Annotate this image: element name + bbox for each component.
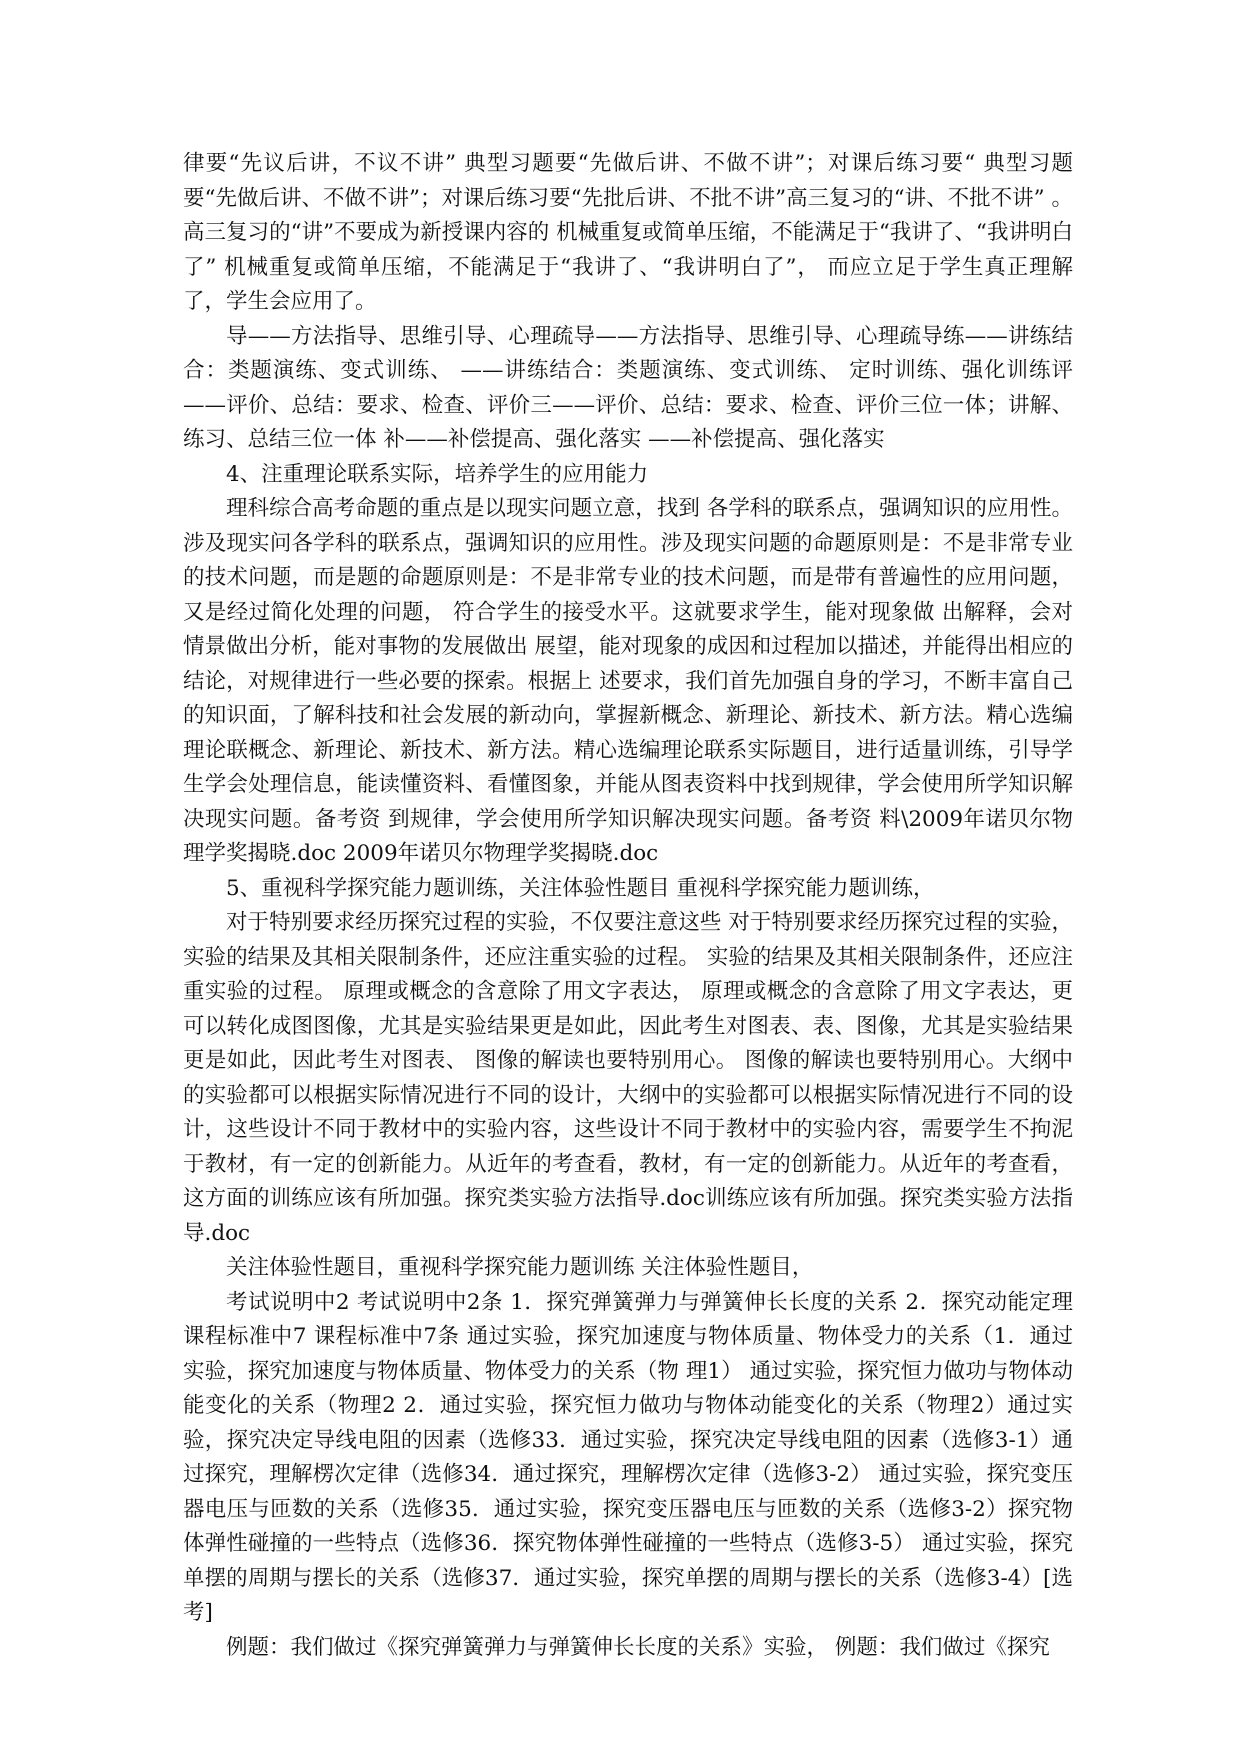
paragraph-experiment-process: 对于特别要求经历探究过程的实验，不仅要注意这些 对于特别要求经历探究过程的实验，实验的结果及其相关限制条件，还应注重实验的过程。 实验的结果及其相关限制条件，还应注重实验的过程。 原理或概念的含意除了用文字表达， 原理或概念的含意除了用文字表达，更可以转化成图图像，尤其是实验结果更是如此，因此考生对图表、表、图像，尤其是实验结果更是如此，因此考生对图表、 图像的解读也要特别用心。 图像的解读也要特别用心。大纲中的实验都可以根据实际情况进行不同的设计，大纲中的实验都可以根据实际情况进行不同的设计，这些设计不同于教材中的实验内容，这些设计不同于教材中的实验内容，需要学生不拘泥于教材，有一定的创新能力。从近年的考查看，教材，有一定的创新能力。从近年的考查看，这方面的训练应该有所加强。探究类实验方法指导.doc训练应该有所加强。探究类实验方法指导.doc: [183, 910, 1073, 1246]
section-heading-4: 4、注重理论联系实际，培养学生的应用能力: [226, 461, 649, 487]
paragraph-lecture-rules: 律要“先议后讲，不议不讲” 典型习题要“先做后讲、不做不讲”；对课后练习要“ 典型习题要“先做后讲、不做不讲”；对课后练习要“先批后讲、不批不讲”高三复习的“讲、不批不讲” 。高三复习的“讲”不要成为新授课内容的 机械重复或简单压缩，不能满足于“我讲了、“我讲明白了” 机械重复或简单压缩，不能满足于“我讲了、“我讲明白了”， 而应立足于学生真正理解了，学生会应用了。: [183, 151, 1073, 314]
paragraph-exam-requirements: 考试说明中2 考试说明中2条 1．探究弹簧弹力与弹簧伸长长度的关系 2．探究动能定理 课程标准中7 课程标准中7条 通过实验，探究加速度与物体质量、物体受力的关系（1．通过实验，探究加速度与物体质量、物体受力的关系（物 理1） 通过实验，探究恒力做功与物体动能变化的关系（物理2 2．通过实验，探究恒力做功与物体动能变化的关系（物理2）通过实验，探究决定导线电阻的因素（选修33．通过实验，探究决定导线电阻的因素（选修3-1）通过探究，理解楞次定律（选修34．通过探究，理解楞次定律（选修3-2） 通过实验，探究变压器电压与匝数的关系（选修35．通过实验，探究变压器电压与匝数的关系（选修3-2）探究物体弹性碰撞的一些特点（选修36．探究物体弹性碰撞的一些特点（选修3-5） 通过实验，探究单摆的周期与摆长的关系（选修37．通过实验，探究单摆的周期与摆长的关系（选修3-4）[选 考]: [183, 1289, 1073, 1625]
paragraph-teaching-steps: 导——方法指导、思维引导、心理疏导——方法指导、思维引导、心理疏导练——讲练结合：类题演练、变式训练、 ——讲练结合：类题演练、变式训练、 定时训练、强化训练评——评价、总结：要求、检查、评价三——评价、总结：要求、检查、评价三位一体；讲解、练习、总结三位一体 补——补偿提高、强化落实 ——补偿提高、强化落实: [183, 323, 1073, 452]
document-body: [183, 147, 1073, 1665]
paragraph-example: 例题：我们做过《探究弹簧弹力与弹簧伸长长度的关系》实验， 例题：我们做过《探究: [226, 1634, 1050, 1660]
paragraph-theory-practice: 理科综合高考命题的重点是以现实问题立意，找到 各学科的联系点，强调知识的应用性。涉及现实问各学科的联系点，强调知识的应用性。涉及现实问题的命题原则是：不是非常专业的技术问题，而是题的命题原则是：不是非常专业的技术问题，而是带有普遍性的应用问题，又是经过简化处理的问题， 符合学生的接受水平。这就要求学生，能对现象做 出解释，会对情景做出分析，能对事物的发展做出 展望，能对现象的成因和过程加以描述，并能得出相应的结论，对规律进行一些必要的探索。根据上 述要求，我们首先加强自身的学习，不断丰富自己的知识面，了解科技和社会发展的新动向，掌握新概念、新理论、新技术、新方法。精心选编理论联概念、新理论、新技术、新方法。精心选编理论联系实际题目，进行适量训练，引导学生学会处理信息，能读懂资料、看懂图象，并能从图表资料中找到规律，学会使用所学知识解决现实问题。备考资 到规律，学会使用所学知识解决现实问题。备考资 料\2009年诺贝尔物理学奖揭晓.doc 2009年诺贝尔物理学奖揭晓.doc: [183, 496, 1073, 866]
paragraph-experience-topics: 关注体验性题目，重视科学探究能力题训练 关注体验性题目，: [226, 1255, 814, 1280]
section-heading-5: 5、重视科学探究能力题训练，关注体验性题目 重视科学探究能力题训练，: [226, 875, 935, 901]
